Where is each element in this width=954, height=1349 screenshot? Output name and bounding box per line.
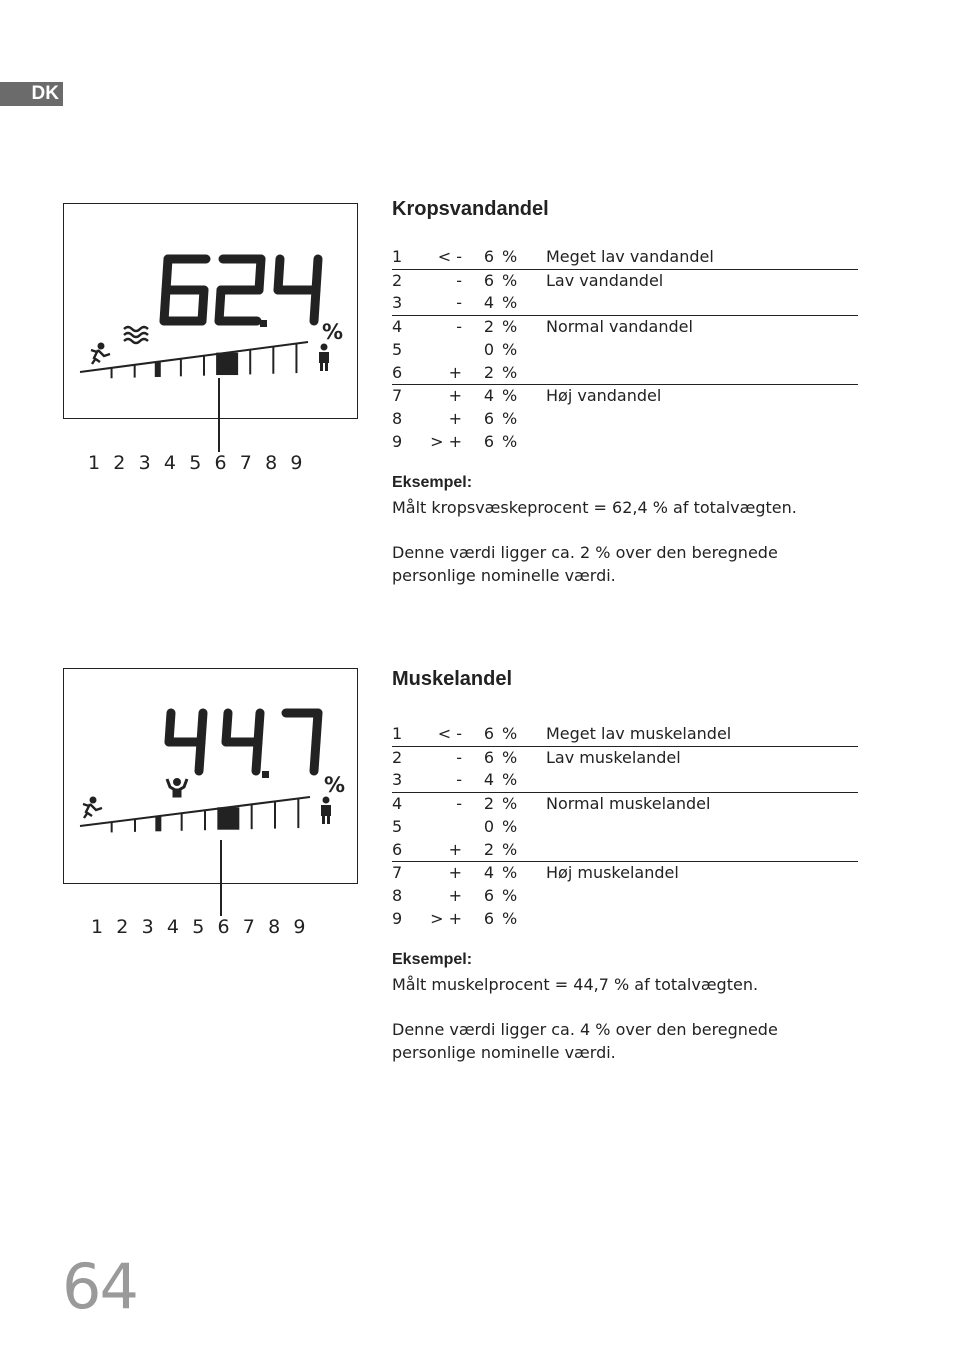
table-row: 3 - 4 % bbox=[392, 292, 858, 315]
water-icon bbox=[124, 327, 148, 343]
scale-label: 3 bbox=[138, 452, 151, 474]
scale-label: 2 bbox=[113, 452, 126, 474]
lcd-graphic bbox=[64, 204, 359, 420]
lcd-unit: % bbox=[324, 773, 346, 797]
table-row: 5 0 % bbox=[392, 816, 518, 836]
table-row: 8 + 6 % bbox=[392, 885, 518, 905]
lcd-segment-bar bbox=[80, 797, 310, 832]
scale-label: 2 bbox=[116, 916, 129, 938]
table-row: 7 + 4 % Høj muskelandel bbox=[392, 863, 679, 883]
page-number: 64 bbox=[62, 1250, 137, 1323]
scale-label: 7 bbox=[242, 916, 255, 938]
table-row: 9 > + 6 % bbox=[392, 431, 518, 451]
section-title: Muskelandel bbox=[392, 668, 513, 690]
table-row: 8 + 6 % bbox=[392, 408, 518, 428]
scale-label: 4 bbox=[163, 452, 176, 474]
example-label: Eksempel: bbox=[392, 951, 473, 968]
lcd-segment bbox=[314, 290, 316, 321]
lcd-segment bbox=[164, 290, 166, 321]
scale-label: 9 bbox=[290, 452, 303, 474]
table-row: 1 < - 6 % Meget lav muskelandel bbox=[392, 723, 858, 746]
lcd-segment bbox=[316, 259, 318, 290]
scale-label: 5 bbox=[189, 452, 202, 474]
note-text: Denne værdi ligger ca. 2 % over den beregnede personlige nominelle værdi. bbox=[392, 543, 778, 585]
scale-label: 7 bbox=[239, 452, 252, 474]
lcd-display-muscle bbox=[63, 668, 358, 884]
decimal-point bbox=[260, 320, 267, 327]
table-row: 3 - 4 % bbox=[392, 769, 858, 792]
table-row: 4 - 2 % Normal muskelandel bbox=[392, 794, 711, 814]
example-text: Målt kropsvæskeprocent = 62,4 % af totalvægten. bbox=[392, 498, 797, 517]
scale-label: 9 bbox=[293, 916, 306, 938]
lcd-digits bbox=[169, 713, 318, 778]
lcd-unit: % bbox=[322, 320, 344, 344]
scale-labels bbox=[88, 452, 316, 474]
running-person-icon bbox=[83, 797, 102, 818]
bar-segment-selected bbox=[216, 353, 238, 375]
table-row: 4 - 2 % Normal vandandel bbox=[392, 317, 693, 337]
table-row: 2 - 6 % Lav muskelandel bbox=[392, 747, 681, 767]
person-icon bbox=[319, 344, 329, 372]
scale-label: 8 bbox=[265, 452, 278, 474]
scale-pointer bbox=[220, 840, 222, 916]
example-text: Målt muskelprocent = 44,7 % af totalvægten. bbox=[392, 975, 759, 994]
scale-label: 8 bbox=[268, 916, 281, 938]
bar-segment bbox=[155, 362, 161, 377]
lcd-segment bbox=[259, 259, 261, 290]
note-text: Denne værdi ligger ca. 4 % over den beregnede personlige nominelle værdi. bbox=[392, 1020, 778, 1062]
scale-label: 3 bbox=[141, 916, 154, 938]
table-row: 9 > + 6 % bbox=[392, 908, 518, 928]
running-person-icon bbox=[91, 343, 110, 364]
table-row: 6 + 2 % bbox=[392, 362, 858, 385]
lcd-segment bbox=[199, 742, 201, 771]
lcd-segment-bar bbox=[80, 342, 308, 378]
lcd-digits bbox=[164, 259, 318, 327]
range-table bbox=[392, 246, 858, 453]
lcd-segment bbox=[278, 259, 280, 290]
table-row: 6 + 2 % bbox=[392, 839, 858, 862]
person-icon bbox=[321, 797, 331, 825]
lcd-segment bbox=[166, 259, 168, 290]
lcd-display-water bbox=[63, 203, 358, 419]
scale-label: 1 bbox=[88, 452, 101, 474]
lcd-segment bbox=[219, 290, 221, 321]
lcd-segment bbox=[256, 742, 258, 771]
table-row: 1 < - 6 % Meget lav vandandel bbox=[392, 246, 858, 269]
lcd-segment bbox=[202, 290, 204, 321]
bar-segment bbox=[155, 816, 161, 831]
scale-label: 5 bbox=[192, 916, 205, 938]
scale-label: 6 bbox=[214, 452, 227, 474]
scale-label: 4 bbox=[166, 916, 179, 938]
muscle-icon bbox=[167, 779, 187, 798]
range-table bbox=[392, 723, 858, 930]
decimal-point bbox=[262, 771, 269, 778]
table-row: 2 - 6 % Lav vandandel bbox=[392, 270, 664, 290]
scale-labels bbox=[91, 916, 319, 938]
bar-segment-selected bbox=[217, 807, 239, 829]
scale-label: 6 bbox=[217, 916, 230, 938]
lcd-graphic bbox=[64, 669, 359, 885]
language-tab: DK bbox=[0, 82, 63, 106]
scale-pointer bbox=[218, 378, 220, 452]
section-title: Kropsvandandel bbox=[392, 198, 549, 220]
scale-label: 1 bbox=[91, 916, 104, 938]
lcd-segment bbox=[314, 742, 316, 771]
example-label: Eksempel: bbox=[392, 474, 473, 491]
table-row: 7 + 4 % Høj vandandel bbox=[392, 386, 662, 406]
table-row: 5 0 % bbox=[392, 339, 518, 359]
